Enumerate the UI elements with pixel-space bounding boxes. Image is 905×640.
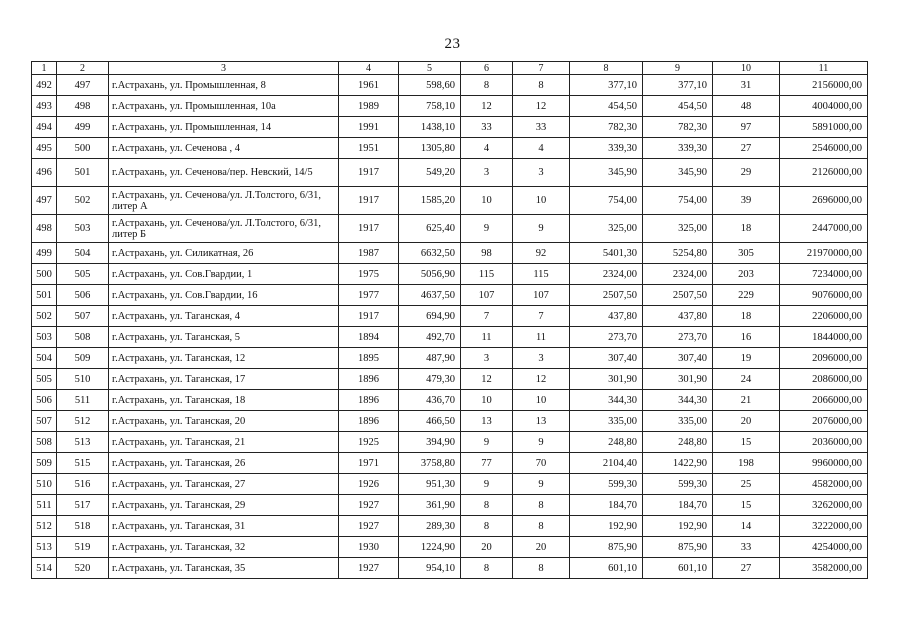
table-cell: 510 bbox=[57, 369, 109, 390]
table-cell: 1977 bbox=[339, 285, 399, 306]
table-cell: 10 bbox=[461, 390, 513, 411]
table-cell: 10 bbox=[513, 187, 570, 215]
address-cell: г.Астрахань, ул. Сеченова/пер. Невский, 14/5 bbox=[109, 159, 339, 187]
table-cell: 599,30 bbox=[643, 474, 713, 495]
table-cell: 335,00 bbox=[643, 411, 713, 432]
address-cell: г.Астрахань, ул. Промышленная, 10а bbox=[109, 96, 339, 117]
table-row bbox=[32, 495, 868, 516]
table-cell: 192,90 bbox=[643, 516, 713, 537]
table-cell: 18 bbox=[713, 215, 780, 243]
table-cell: 31 bbox=[713, 75, 780, 96]
table-row bbox=[32, 390, 868, 411]
table-cell: 13 bbox=[461, 411, 513, 432]
table-cell: 437,80 bbox=[643, 306, 713, 327]
address-cell: г.Астрахань, ул. Таганская, 29 bbox=[109, 495, 339, 516]
table-cell: 504 bbox=[32, 348, 57, 369]
table-cell: 4 bbox=[513, 138, 570, 159]
table-cell: 33 bbox=[513, 117, 570, 138]
table-cell: 48 bbox=[713, 96, 780, 117]
table-cell: 3 bbox=[461, 159, 513, 187]
address-cell: г.Астрахань, ул. Таганская, 18 bbox=[109, 390, 339, 411]
table-cell: 184,70 bbox=[643, 495, 713, 516]
address-cell: г.Астрахань, ул. Таганская, 31 bbox=[109, 516, 339, 537]
table-cell: 98 bbox=[461, 243, 513, 264]
table-row bbox=[32, 285, 868, 306]
table-cell: 192,90 bbox=[570, 516, 643, 537]
table-cell: 3 bbox=[461, 348, 513, 369]
table-cell: 229 bbox=[713, 285, 780, 306]
table-cell: 9 bbox=[461, 215, 513, 243]
table-cell: 12 bbox=[513, 96, 570, 117]
table-cell: 11 bbox=[461, 327, 513, 348]
table-cell: 11 bbox=[513, 327, 570, 348]
table-cell: 361,90 bbox=[399, 495, 461, 516]
table-cell: 9 bbox=[461, 474, 513, 495]
table-cell: 27 bbox=[713, 138, 780, 159]
table-cell: 492 bbox=[32, 75, 57, 96]
table-cell: 4254000,00 bbox=[780, 537, 868, 558]
table-row bbox=[32, 537, 868, 558]
table-row bbox=[32, 432, 868, 453]
table-cell: 511 bbox=[32, 495, 57, 516]
table-body bbox=[32, 75, 868, 579]
table-cell: 501 bbox=[57, 159, 109, 187]
column-header: 8 bbox=[570, 62, 643, 75]
address-cell: г.Астрахань, ул. Таганская, 17 bbox=[109, 369, 339, 390]
table-cell: 1991 bbox=[339, 117, 399, 138]
table-row bbox=[32, 75, 868, 96]
table-cell: 21 bbox=[713, 390, 780, 411]
table-cell: 20 bbox=[513, 537, 570, 558]
table-cell: 954,10 bbox=[399, 558, 461, 579]
table-cell: 1917 bbox=[339, 187, 399, 215]
column-header: 1 bbox=[32, 62, 57, 75]
table-cell: 1917 bbox=[339, 215, 399, 243]
table-cell: 8 bbox=[461, 516, 513, 537]
table-cell: 5891000,00 bbox=[780, 117, 868, 138]
table-cell: 505 bbox=[57, 264, 109, 285]
table-cell: 305 bbox=[713, 243, 780, 264]
address-cell: г.Астрахань, ул. Таганская, 20 bbox=[109, 411, 339, 432]
address-cell: г.Астрахань, ул. Сеченова/ул. Л.Толстого, 6/31, литер А bbox=[109, 187, 339, 215]
table-cell: 1585,20 bbox=[399, 187, 461, 215]
table-cell: 10 bbox=[513, 390, 570, 411]
table-cell: 498 bbox=[57, 96, 109, 117]
column-header: 4 bbox=[339, 62, 399, 75]
column-header: 2 bbox=[57, 62, 109, 75]
table-cell: 1987 bbox=[339, 243, 399, 264]
table-cell: 9 bbox=[513, 474, 570, 495]
table-cell: 782,30 bbox=[570, 117, 643, 138]
table-cell: 510 bbox=[32, 474, 57, 495]
table-cell: 2156000,00 bbox=[780, 75, 868, 96]
table-cell: 8 bbox=[513, 495, 570, 516]
table-cell: 301,90 bbox=[570, 369, 643, 390]
address-cell: г.Астрахань, ул. Таганская, 26 bbox=[109, 453, 339, 474]
table-cell: 499 bbox=[57, 117, 109, 138]
table-cell: 4004000,00 bbox=[780, 96, 868, 117]
table-cell: 12 bbox=[513, 369, 570, 390]
table-cell: 2324,00 bbox=[643, 264, 713, 285]
table-cell: 1895 bbox=[339, 348, 399, 369]
column-header: 7 bbox=[513, 62, 570, 75]
table-cell: 503 bbox=[32, 327, 57, 348]
address-cell: г.Астрахань, ул. Силикатная, 26 bbox=[109, 243, 339, 264]
table-cell: 508 bbox=[57, 327, 109, 348]
table-row bbox=[32, 558, 868, 579]
table-cell: 20 bbox=[461, 537, 513, 558]
address-cell: г.Астрахань, ул. Таганская, 5 bbox=[109, 327, 339, 348]
table-cell: 9 bbox=[461, 432, 513, 453]
table-cell: 466,50 bbox=[399, 411, 461, 432]
table-row bbox=[32, 117, 868, 138]
table-cell: 2066000,00 bbox=[780, 390, 868, 411]
table-cell: 5401,30 bbox=[570, 243, 643, 264]
table-cell: 1917 bbox=[339, 306, 399, 327]
table-cell: 377,10 bbox=[570, 75, 643, 96]
table-cell: 13 bbox=[513, 411, 570, 432]
address-cell: г.Астрахань, ул. Таганская, 32 bbox=[109, 537, 339, 558]
table-cell: 344,30 bbox=[570, 390, 643, 411]
table-cell: 2126000,00 bbox=[780, 159, 868, 187]
housing-register-table bbox=[31, 61, 868, 579]
table-cell: 509 bbox=[32, 453, 57, 474]
address-cell: г.Астрахань, ул. Таганская, 12 bbox=[109, 348, 339, 369]
table-cell: 511 bbox=[57, 390, 109, 411]
table-cell: 198 bbox=[713, 453, 780, 474]
table-cell: 782,30 bbox=[643, 117, 713, 138]
table-cell: 500 bbox=[57, 138, 109, 159]
table-cell: 754,00 bbox=[643, 187, 713, 215]
table-cell: 2447000,00 bbox=[780, 215, 868, 243]
table-cell: 325,00 bbox=[643, 215, 713, 243]
address-cell: г.Астрахань, ул. Таганская, 35 bbox=[109, 558, 339, 579]
table-cell: 33 bbox=[461, 117, 513, 138]
table-cell: 500 bbox=[32, 264, 57, 285]
table-cell: 289,30 bbox=[399, 516, 461, 537]
header-row bbox=[32, 62, 868, 75]
table-row bbox=[32, 306, 868, 327]
table-cell: 1896 bbox=[339, 411, 399, 432]
table-cell: 598,60 bbox=[399, 75, 461, 96]
table-cell: 248,80 bbox=[570, 432, 643, 453]
table-cell: 345,90 bbox=[570, 159, 643, 187]
table-cell: 339,30 bbox=[643, 138, 713, 159]
table-cell: 335,00 bbox=[570, 411, 643, 432]
table-cell: 2696000,00 bbox=[780, 187, 868, 215]
table-cell: 18 bbox=[713, 306, 780, 327]
table-cell: 1927 bbox=[339, 516, 399, 537]
table-cell: 2507,50 bbox=[570, 285, 643, 306]
table-cell: 115 bbox=[461, 264, 513, 285]
table-cell: 2507,50 bbox=[643, 285, 713, 306]
table-cell: 273,70 bbox=[643, 327, 713, 348]
table-cell: 4 bbox=[461, 138, 513, 159]
column-header: 6 bbox=[461, 62, 513, 75]
table-cell: 8 bbox=[461, 495, 513, 516]
table-cell: 497 bbox=[57, 75, 109, 96]
address-cell: г.Астрахань, ул. Таганская, 27 bbox=[109, 474, 339, 495]
address-cell: г.Астрахань, ул. Таганская, 4 bbox=[109, 306, 339, 327]
table-cell: 437,80 bbox=[570, 306, 643, 327]
table-cell: 502 bbox=[57, 187, 109, 215]
address-cell: г.Астрахань, ул. Сов.Гвардии, 16 bbox=[109, 285, 339, 306]
table-cell: 505 bbox=[32, 369, 57, 390]
table-row bbox=[32, 411, 868, 432]
table-cell: 39 bbox=[713, 187, 780, 215]
table-cell: 107 bbox=[513, 285, 570, 306]
table-cell: 516 bbox=[57, 474, 109, 495]
table-cell: 115 bbox=[513, 264, 570, 285]
table-cell: 15 bbox=[713, 432, 780, 453]
table-cell: 2036000,00 bbox=[780, 432, 868, 453]
table-cell: 9960000,00 bbox=[780, 453, 868, 474]
table-cell: 248,80 bbox=[643, 432, 713, 453]
column-header: 10 bbox=[713, 62, 780, 75]
table-row bbox=[32, 215, 868, 243]
table-cell: 92 bbox=[513, 243, 570, 264]
table-cell: 8 bbox=[513, 516, 570, 537]
table-cell: 520 bbox=[57, 558, 109, 579]
table-cell: 19 bbox=[713, 348, 780, 369]
table-cell: 2324,00 bbox=[570, 264, 643, 285]
table-cell: 497 bbox=[32, 187, 57, 215]
table-cell: 1927 bbox=[339, 558, 399, 579]
table-cell: 499 bbox=[32, 243, 57, 264]
table-cell: 12 bbox=[461, 369, 513, 390]
table-cell: 97 bbox=[713, 117, 780, 138]
table-cell: 8 bbox=[461, 75, 513, 96]
table-cell: 495 bbox=[32, 138, 57, 159]
table-cell: 2096000,00 bbox=[780, 348, 868, 369]
table-row bbox=[32, 474, 868, 495]
table-row bbox=[32, 138, 868, 159]
table-cell: 601,10 bbox=[643, 558, 713, 579]
table-cell: 325,00 bbox=[570, 215, 643, 243]
table-cell: 307,40 bbox=[570, 348, 643, 369]
table-cell: 951,30 bbox=[399, 474, 461, 495]
table-cell: 694,90 bbox=[399, 306, 461, 327]
table-cell: 4582000,00 bbox=[780, 474, 868, 495]
table-cell: 1422,90 bbox=[643, 453, 713, 474]
table-cell: 2086000,00 bbox=[780, 369, 868, 390]
table-cell: 3758,80 bbox=[399, 453, 461, 474]
address-cell: г.Астрахань, ул. Сов.Гвардии, 1 bbox=[109, 264, 339, 285]
table-cell: 506 bbox=[57, 285, 109, 306]
table-cell: 517 bbox=[57, 495, 109, 516]
table-cell: 507 bbox=[57, 306, 109, 327]
address-cell: г.Астрахань, ул. Промышленная, 14 bbox=[109, 117, 339, 138]
table-row bbox=[32, 243, 868, 264]
table-cell: 20 bbox=[713, 411, 780, 432]
table-row bbox=[32, 516, 868, 537]
table-cell: 601,10 bbox=[570, 558, 643, 579]
table-cell: 3262000,00 bbox=[780, 495, 868, 516]
table-cell: 4637,50 bbox=[399, 285, 461, 306]
table-cell: 10 bbox=[461, 187, 513, 215]
table-cell: 25 bbox=[713, 474, 780, 495]
table-cell: 599,30 bbox=[570, 474, 643, 495]
table-cell: 625,40 bbox=[399, 215, 461, 243]
table-cell: 454,50 bbox=[570, 96, 643, 117]
table-cell: 513 bbox=[57, 432, 109, 453]
table-cell: 436,70 bbox=[399, 390, 461, 411]
table-cell: 758,10 bbox=[399, 96, 461, 117]
table-cell: 1975 bbox=[339, 264, 399, 285]
table-cell: 504 bbox=[57, 243, 109, 264]
table-cell: 508 bbox=[32, 432, 57, 453]
table-cell: 16 bbox=[713, 327, 780, 348]
table-cell: 203 bbox=[713, 264, 780, 285]
table-cell: 29 bbox=[713, 159, 780, 187]
table-cell: 301,90 bbox=[643, 369, 713, 390]
table-row bbox=[32, 264, 868, 285]
table-cell: 5056,90 bbox=[399, 264, 461, 285]
table-cell: 12 bbox=[461, 96, 513, 117]
table-cell: 1951 bbox=[339, 138, 399, 159]
table-cell: 1989 bbox=[339, 96, 399, 117]
table-cell: 496 bbox=[32, 159, 57, 187]
table-cell: 754,00 bbox=[570, 187, 643, 215]
table-cell: 494 bbox=[32, 117, 57, 138]
table-cell: 519 bbox=[57, 537, 109, 558]
table-row bbox=[32, 96, 868, 117]
table-cell: 3582000,00 bbox=[780, 558, 868, 579]
table-cell: 339,30 bbox=[570, 138, 643, 159]
table-row bbox=[32, 453, 868, 474]
table-cell: 1917 bbox=[339, 159, 399, 187]
table-cell: 1844000,00 bbox=[780, 327, 868, 348]
table-cell: 2206000,00 bbox=[780, 306, 868, 327]
page-number: 23 bbox=[444, 36, 461, 52]
table-cell: 2076000,00 bbox=[780, 411, 868, 432]
table-row bbox=[32, 348, 868, 369]
table-cell: 1926 bbox=[339, 474, 399, 495]
table-cell: 454,50 bbox=[643, 96, 713, 117]
table-cell: 1925 bbox=[339, 432, 399, 453]
table-cell: 2104,40 bbox=[570, 453, 643, 474]
table-cell: 2546000,00 bbox=[780, 138, 868, 159]
table-row bbox=[32, 159, 868, 187]
table-cell: 394,90 bbox=[399, 432, 461, 453]
table-cell: 1438,10 bbox=[399, 117, 461, 138]
table-row bbox=[32, 369, 868, 390]
table-cell: 498 bbox=[32, 215, 57, 243]
table-cell: 1896 bbox=[339, 369, 399, 390]
table-cell: 307,40 bbox=[643, 348, 713, 369]
table-row bbox=[32, 327, 868, 348]
table-cell: 24 bbox=[713, 369, 780, 390]
table-cell: 1971 bbox=[339, 453, 399, 474]
table-cell: 487,90 bbox=[399, 348, 461, 369]
address-cell: г.Астрахань, ул. Сеченова/ул. Л.Толстого, 6/31, литер Б bbox=[109, 215, 339, 243]
address-cell: г.Астрахань, ул. Сеченова , 4 bbox=[109, 138, 339, 159]
table-cell: 875,90 bbox=[643, 537, 713, 558]
table-cell: 1894 bbox=[339, 327, 399, 348]
table-cell: 502 bbox=[32, 306, 57, 327]
table-cell: 9076000,00 bbox=[780, 285, 868, 306]
table-cell: 479,30 bbox=[399, 369, 461, 390]
table-cell: 3 bbox=[513, 159, 570, 187]
table-cell: 345,90 bbox=[643, 159, 713, 187]
table-cell: 501 bbox=[32, 285, 57, 306]
table-cell: 3222000,00 bbox=[780, 516, 868, 537]
table-cell: 9 bbox=[513, 215, 570, 243]
table-cell: 9 bbox=[513, 432, 570, 453]
table-cell: 8 bbox=[513, 558, 570, 579]
table-cell: 15 bbox=[713, 495, 780, 516]
table-cell: 21970000,00 bbox=[780, 243, 868, 264]
table-cell: 27 bbox=[713, 558, 780, 579]
table-cell: 7 bbox=[513, 306, 570, 327]
table-cell: 1930 bbox=[339, 537, 399, 558]
table-cell: 14 bbox=[713, 516, 780, 537]
table-row bbox=[32, 187, 868, 215]
table-cell: 1305,80 bbox=[399, 138, 461, 159]
table-cell: 344,30 bbox=[643, 390, 713, 411]
table-cell: 107 bbox=[461, 285, 513, 306]
table-cell: 518 bbox=[57, 516, 109, 537]
table-cell: 184,70 bbox=[570, 495, 643, 516]
column-header: 5 bbox=[399, 62, 461, 75]
table-cell: 493 bbox=[32, 96, 57, 117]
table-cell: 513 bbox=[32, 537, 57, 558]
address-cell: г.Астрахань, ул. Таганская, 21 bbox=[109, 432, 339, 453]
table-cell: 70 bbox=[513, 453, 570, 474]
table-cell: 512 bbox=[57, 411, 109, 432]
table-cell: 5254,80 bbox=[643, 243, 713, 264]
table-cell: 1927 bbox=[339, 495, 399, 516]
table-cell: 492,70 bbox=[399, 327, 461, 348]
table-cell: 7 bbox=[461, 306, 513, 327]
table-cell: 515 bbox=[57, 453, 109, 474]
table-cell: 77 bbox=[461, 453, 513, 474]
table-cell: 8 bbox=[513, 75, 570, 96]
table-cell: 1896 bbox=[339, 390, 399, 411]
table-cell: 6632,50 bbox=[399, 243, 461, 264]
table-cell: 509 bbox=[57, 348, 109, 369]
address-cell: г.Астрахань, ул. Промышленная, 8 bbox=[109, 75, 339, 96]
table-cell: 875,90 bbox=[570, 537, 643, 558]
table-cell: 507 bbox=[32, 411, 57, 432]
table-cell: 8 bbox=[461, 558, 513, 579]
table-cell: 1961 bbox=[339, 75, 399, 96]
table-cell: 514 bbox=[32, 558, 57, 579]
table-cell: 273,70 bbox=[570, 327, 643, 348]
column-header: 9 bbox=[643, 62, 713, 75]
table-cell: 33 bbox=[713, 537, 780, 558]
table-cell: 512 bbox=[32, 516, 57, 537]
table-cell: 7234000,00 bbox=[780, 264, 868, 285]
table-cell: 506 bbox=[32, 390, 57, 411]
column-header: 11 bbox=[780, 62, 868, 75]
table-cell: 549,20 bbox=[399, 159, 461, 187]
table-cell: 1224,90 bbox=[399, 537, 461, 558]
column-header: 3 bbox=[109, 62, 339, 75]
table-cell: 377,10 bbox=[643, 75, 713, 96]
table-cell: 503 bbox=[57, 215, 109, 243]
table-cell: 3 bbox=[513, 348, 570, 369]
